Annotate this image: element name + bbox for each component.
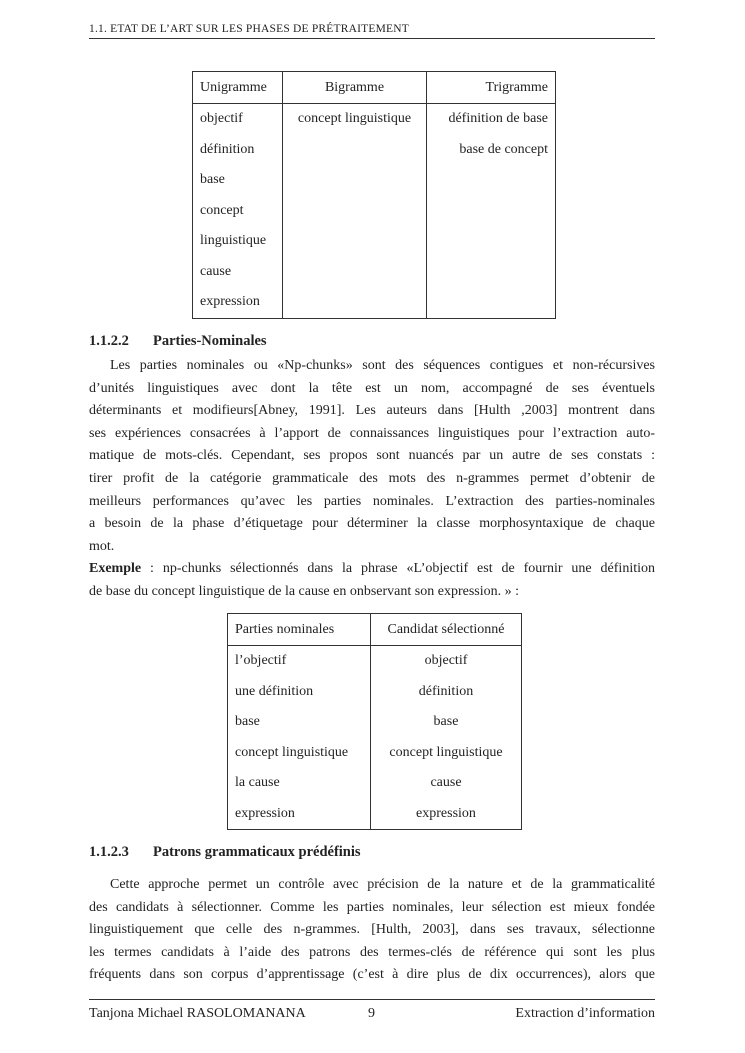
noun-phrase-table — [227, 613, 522, 830]
example-label: Exemple — [89, 561, 142, 577]
table-cell — [283, 165, 427, 196]
text-line: déterminants et modifieurs[Abney, 1991]. Les auteurs dans [Hulth ,2003] montrent dans — [89, 403, 655, 419]
table-cell: expression — [193, 287, 283, 318]
footer-title: Extraction d’information — [515, 1006, 655, 1021]
table-cell: expression — [228, 799, 371, 830]
table-row — [228, 707, 522, 738]
table-cell — [283, 135, 427, 166]
example-text: : np-chunks sélectionnés dans la phrase «L’objectif est de fournir une définition — [141, 561, 655, 577]
table-cell: base — [433, 714, 459, 730]
table-row — [228, 677, 522, 708]
table-cell: cause — [193, 257, 283, 288]
section-heading — [89, 844, 361, 861]
table-row — [193, 226, 556, 257]
table-row — [228, 646, 522, 677]
table-row — [193, 257, 556, 288]
table-row — [228, 768, 522, 799]
table-row — [228, 799, 522, 830]
table-cell — [427, 226, 556, 257]
table-cell: concept — [193, 196, 283, 227]
table-cell: expression — [416, 805, 476, 821]
text-line: des candidats à sélectionner. Comme les parties nominales, leur sélection est mieux fondée — [89, 899, 655, 915]
table-row — [193, 104, 556, 135]
table-cell: concept linguistique — [283, 104, 427, 135]
section-title: Parties-Nominales — [153, 333, 267, 349]
table-row — [228, 738, 522, 769]
text-line: mot. — [89, 538, 115, 554]
table-cell — [283, 257, 427, 288]
text-line: a besoin de la phase d’étiquetage pour déterminer la classe morphosyntaxique de chaque — [89, 516, 655, 532]
table-cell: une définition — [228, 677, 371, 708]
table-header-row — [228, 614, 522, 646]
text-line: linguistiquement que celle des n-grammes. [Hulth, 2003], dans ses travaux, sélectionne — [89, 922, 655, 938]
table-row — [193, 196, 556, 227]
table-cell: objectif — [424, 653, 468, 669]
running-header: 1.1. ETAT DE L’ART SUR LES PHASES DE PRÉTRAITEMENT — [89, 23, 655, 39]
table-cell: l’objectif — [228, 646, 371, 677]
text-line: tirer profit de la catégorie grammaticale des mots des n-grammes permet d’obtenir de — [89, 470, 655, 486]
text-line: matique de mots-clés. Cependant, ses propos sont nuancés par un autre de ses constats : — [89, 448, 655, 464]
ngram-table — [192, 71, 556, 319]
table-cell — [427, 196, 556, 227]
table-row — [193, 135, 556, 166]
column-header: Bigramme — [283, 72, 427, 104]
footer-author: Tanjona Michael RASOLOMANANA — [89, 1006, 306, 1021]
table-cell: base — [193, 165, 283, 196]
text-line: Cette approche permet un contrôle avec précision de la nature et de la grammaticalité — [110, 877, 655, 892]
column-header: Unigramme — [193, 72, 283, 104]
section-number: 1.1.2.3 — [89, 844, 129, 860]
table-cell — [427, 165, 556, 196]
table-cell: objectif — [193, 104, 283, 135]
paragraph — [89, 355, 655, 604]
page-footer — [89, 999, 655, 1022]
paragraph — [89, 874, 655, 987]
table-header-row — [193, 72, 556, 104]
table-cell: la cause — [228, 768, 371, 799]
table-cell: concept linguistique — [389, 744, 503, 760]
table-cell: définition — [418, 683, 474, 699]
table-cell: concept linguistique — [228, 738, 371, 769]
column-header: Parties nominales — [228, 614, 371, 646]
table-cell — [427, 257, 556, 288]
column-header: Trigramme — [427, 72, 556, 104]
text-line: meilleurs performances qu’avec les parties nominales. L’extraction des parties-nominales — [89, 493, 655, 509]
text-line: Les parties nominales ou «Np-chunks» sont des séquences contigues et non-récursives — [110, 358, 655, 373]
table-cell — [283, 287, 427, 318]
table-cell: définition de base — [448, 111, 548, 127]
section-number: 1.1.2.2 — [89, 333, 129, 349]
text-line: les termes candidats à l’aide des patrons des termes-clés de référence qui sont les plus — [89, 944, 655, 960]
table-cell — [283, 196, 427, 227]
table-cell: définition — [193, 135, 283, 166]
section-heading — [89, 333, 267, 350]
page-number: 9 — [368, 1006, 375, 1021]
table-cell: base — [228, 707, 371, 738]
table-row — [193, 287, 556, 318]
table-cell: linguistique — [193, 226, 283, 257]
section-title: Patrons grammaticaux prédéfinis — [153, 844, 361, 860]
table-cell — [427, 287, 556, 318]
text-line: d’unités linguistiques avec dont la tête est un nom, accompagné de ses éventuels — [89, 380, 655, 396]
column-header: Candidat sélectionné — [371, 614, 522, 646]
example-line — [89, 558, 655, 581]
text-line: ses expériences consacrées à l’apport de connaissances linguistiques pour l’extraction auto- — [89, 425, 655, 441]
text-line: fréquents dans son corpus d’apprentissage (c’est à dire plus de dix occurrences), alors que — [89, 967, 655, 983]
table-cell: cause — [430, 775, 462, 791]
table-cell: base de concept — [459, 141, 548, 157]
table-cell — [283, 226, 427, 257]
table-row — [193, 165, 556, 196]
example-line: de base du concept linguistique de la cause en onbservant son expression. » : — [89, 583, 519, 599]
